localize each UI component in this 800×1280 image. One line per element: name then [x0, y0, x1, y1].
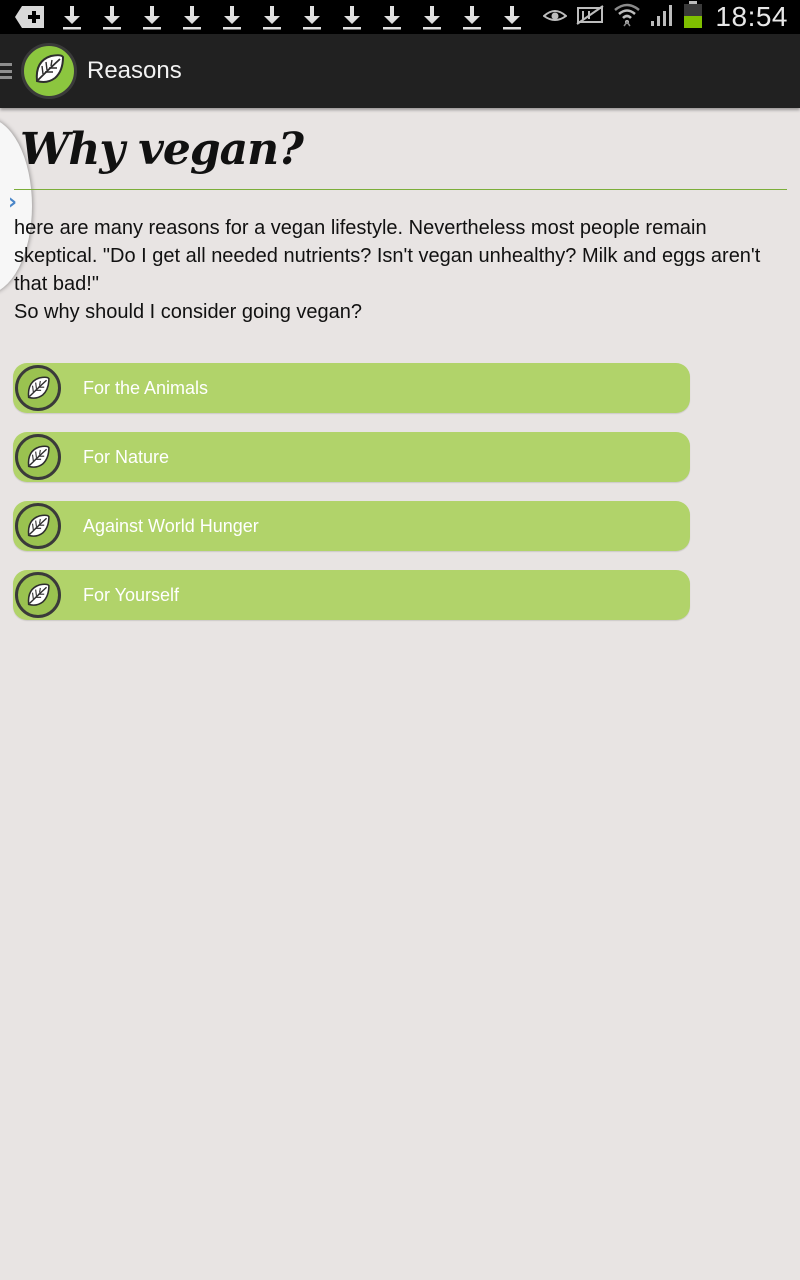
battery-icon: [683, 1, 703, 33]
download-icon: [372, 3, 412, 31]
leaf-icon: [15, 503, 61, 549]
leaf-icon: [15, 434, 61, 480]
reason-label: Against World Hunger: [83, 515, 259, 536]
signal-icon: [649, 3, 675, 31]
reason-button-yourself[interactable]: [13, 570, 690, 620]
reason-label: For Yourself: [83, 584, 180, 605]
reason-list: [13, 363, 690, 639]
reason-label: For the Animals: [83, 377, 209, 398]
status-bar: [0, 0, 800, 34]
drawer-toggle-icon[interactable]: [0, 61, 14, 81]
leaf-icon: [15, 572, 61, 618]
download-icon: [132, 3, 172, 31]
download-icon: [252, 3, 292, 31]
eye-icon: [543, 6, 567, 28]
page-title: Why vegan?: [20, 124, 303, 175]
reason-button-animals[interactable]: [13, 363, 690, 413]
title-divider: [14, 189, 787, 190]
reason-button-nature[interactable]: [13, 432, 690, 482]
intro-text: [14, 214, 784, 326]
add-notification-icon: [14, 4, 46, 30]
action-bar: [0, 34, 800, 108]
download-icon: [172, 3, 212, 31]
reason-label: For Nature: [83, 446, 170, 467]
intro-paragraph: here are many reasons for a vegan lifestyle. Nevertheless most people remain skeptical. "Do I get all needed nutrients? Isn't vegan unhealthy? Milk and eggs aren't that bad!": [14, 217, 761, 295]
download-icon: [52, 3, 92, 31]
download-icon: [92, 3, 132, 31]
download-icon: [332, 3, 372, 31]
action-bar-title: Reasons: [87, 57, 182, 84]
leaf-icon: [15, 365, 61, 411]
intro-question: So why should I consider going vegan?: [14, 301, 363, 323]
status-clock: 18:54: [715, 1, 788, 32]
reason-button-world-hunger[interactable]: [13, 501, 690, 551]
app-logo[interactable]: [21, 43, 77, 99]
download-icon: [412, 3, 452, 31]
system-icons: [543, 0, 788, 34]
download-icon: [452, 3, 492, 31]
mute-icon: [575, 4, 605, 30]
main-content: [0, 108, 800, 1280]
leaf-icon: [31, 51, 67, 91]
chevron-right-icon[interactable]: ›: [8, 190, 18, 215]
download-icon: [212, 3, 252, 31]
download-icon: [292, 3, 332, 31]
notification-icons: [0, 3, 532, 31]
wifi-icon: [613, 2, 641, 32]
download-icon: [492, 3, 532, 31]
